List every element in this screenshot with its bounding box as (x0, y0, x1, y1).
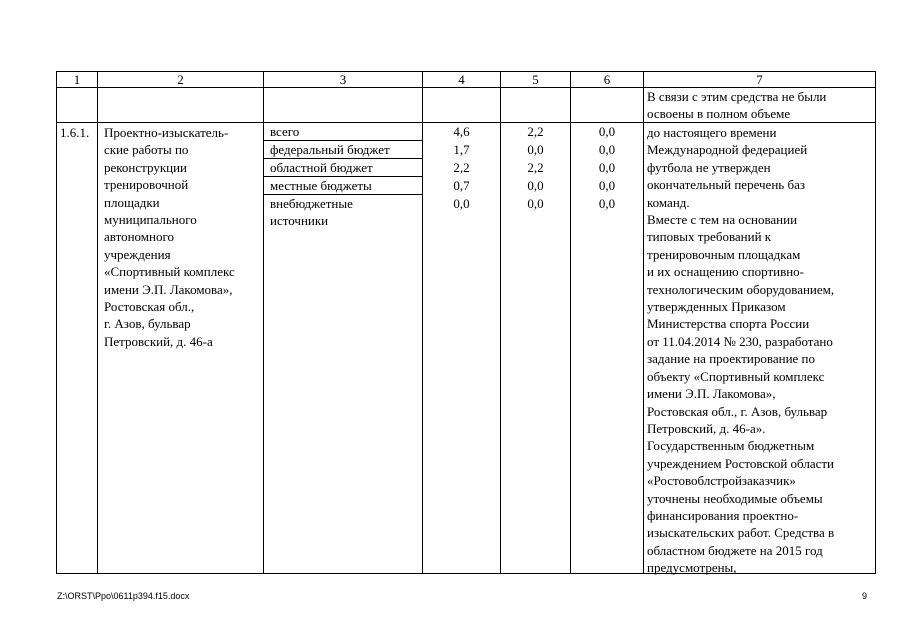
note-line: тренировочным площадкам (647, 246, 801, 262)
note-line: задание на проектирование по (647, 351, 815, 367)
note-line: Международной федерацией (647, 142, 808, 158)
note-line: Министерства спорта России (647, 316, 810, 332)
value-cell: 0,0 (527, 178, 544, 193)
note-line: предусмотрены, (647, 560, 737, 576)
funding-source-federal (264, 141, 423, 159)
value-cell: 0,0 (527, 196, 544, 211)
item-name-line: Петровский, д. 46-а (104, 333, 213, 349)
item-name-line: тренировочной (104, 177, 189, 193)
header-cell-6: 6 (571, 72, 644, 88)
funding-source-label: внебюджетные (270, 196, 353, 211)
value-cell: 2,2 (453, 160, 470, 175)
note-line: команд. (647, 194, 690, 210)
note-line: Петровский, д. 46-а». (647, 420, 766, 436)
value-cell: 1,7 (453, 142, 470, 157)
item-name-line: г. Азов, бульвар (104, 316, 191, 332)
value-cell: 2,2 (527, 124, 544, 139)
value-cell: 0,0 (527, 142, 544, 157)
note-line: утвержденных Приказом (647, 299, 786, 315)
funding-source-regional (264, 159, 423, 177)
note-line: технологическим оборудованием, (647, 281, 835, 297)
cont-cell-6 (571, 88, 644, 123)
footer-file-path: Z:\ORST\Ppo\0611p394.f15.docx (57, 591, 190, 601)
note-line: Вместе с тем на основании (647, 212, 798, 228)
cont-cell-2 (98, 88, 264, 123)
value-cell: 0,0 (598, 142, 616, 157)
cont-cell-5 (501, 88, 571, 123)
note-line: учреждением Ростовской области (647, 455, 834, 471)
note-line: финансирования проектно- (647, 507, 799, 523)
value-cell: 0,7 (453, 178, 470, 193)
item-name-line: имени Э.П. Лакомова», (104, 281, 233, 297)
note-line: объекту «Спортивный комплекс (647, 368, 825, 384)
header-cell-5: 5 (501, 72, 571, 88)
value-cell: 4,6 (453, 124, 470, 139)
funding-values-col6 (571, 123, 644, 574)
cont-cell-7 (644, 88, 876, 123)
note-line: изыскательских работ. Средства в (647, 525, 835, 541)
note-line: областном бюджете на 2015 год (647, 542, 823, 558)
value-cell: 0,0 (598, 124, 616, 139)
item-name-line: «Спортивный комплекс (104, 264, 235, 280)
note-line: уточнены необходимые объемы (647, 490, 823, 506)
cont-cell-4 (423, 88, 501, 123)
header-cell-3: 3 (264, 72, 423, 88)
note-line: типовых требований к (647, 229, 772, 245)
note-line: «Ростовоблстройзаказчик» (647, 473, 796, 489)
item-name-line: Ростовская обл., (104, 299, 195, 315)
funding-source-label: всего (270, 124, 300, 139)
item-name-line: Проектно-изыскатель- (104, 125, 229, 140)
footer-page-number: 9 (862, 591, 868, 601)
note-line: окончательный перечень баз (647, 177, 805, 193)
header-cell-1: 1 (57, 72, 98, 88)
note-line: Ростовская обл., г. Азов, бульвар (647, 403, 828, 419)
note-line: до настоящего времени (647, 125, 777, 140)
note-line: и их оснащению спортивно- (647, 264, 805, 280)
item-number: 1.6.1. (57, 123, 98, 574)
funding-source-label: местные бюджеты (270, 178, 372, 193)
value-cell: 0,0 (453, 196, 470, 211)
cont-note-line: В связи с этим средства не были (647, 89, 827, 104)
header-cell-2: 2 (98, 72, 264, 88)
item-name (98, 123, 264, 574)
cont-note-line: освоены в полном объеме (647, 106, 791, 122)
funding-source-label: федеральный бюджет (270, 142, 390, 157)
item-name-line: площадки (104, 194, 160, 210)
item-name-line: учреждения (104, 246, 171, 262)
funding-source-label: областной бюджет (270, 160, 373, 175)
cont-cell-3 (264, 88, 423, 123)
funding-table (56, 71, 876, 574)
item-note (644, 123, 876, 574)
item-name-line: муниципального (104, 212, 197, 228)
value-cell: 0,0 (598, 178, 616, 193)
funding-source-local (264, 177, 423, 195)
note-line: футбола не утвержден (647, 159, 771, 175)
funding-source-label: источники (270, 213, 329, 229)
funding-source-total (264, 123, 423, 141)
note-line: от 11.04.2014 № 230, разработано (647, 333, 833, 349)
funding-source-extrabudgetary (264, 195, 423, 574)
funding-values-col5 (501, 123, 571, 574)
item-name-line: автономного (104, 229, 174, 245)
note-line: имени Э.П. Лакомова», (647, 386, 776, 402)
cont-cell-1 (57, 88, 98, 123)
header-cell-4: 4 (423, 72, 501, 88)
value-cell: 0,0 (598, 196, 616, 211)
item-name-line: ские работы по (104, 142, 189, 158)
value-cell: 2,2 (527, 160, 544, 175)
item-name-line: реконструкции (104, 159, 188, 175)
value-cell: 0,0 (598, 160, 616, 175)
note-line: Государственным бюджетным (647, 438, 815, 454)
funding-values-col4 (423, 123, 501, 574)
header-cell-7: 7 (644, 72, 876, 88)
